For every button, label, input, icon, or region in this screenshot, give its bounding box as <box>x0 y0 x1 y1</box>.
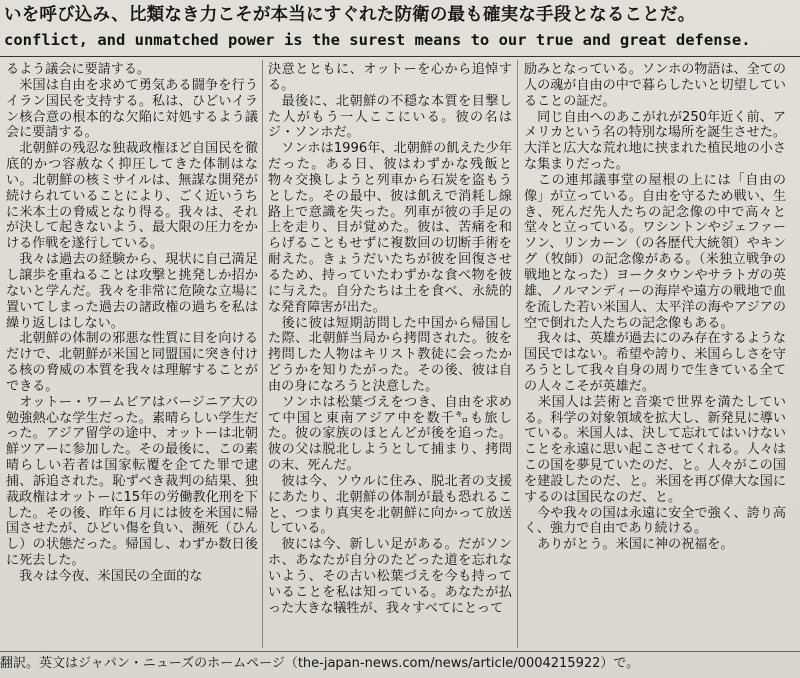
paragraph: 彼は今、ソウルに住み、脱北者の支援にあたり、北朝鮮の体制が最も恐れること、つまり真実を北朝鮮に向かって放送している。 <box>268 473 512 537</box>
column-divider <box>262 60 263 648</box>
article-column-1 <box>6 62 258 647</box>
paragraph: るよう議会に要請する。 <box>6 62 151 77</box>
paragraph: ソンホは1996年、北朝鮮の飢えた少年だった。ある日、彼はわずかな残飯と物々交換しようと列車から石炭を盗もうとした。その最中、彼は飢えで消耗し線路上で意識を失った。列車が彼の手足の上を走り、目が覚めた。彼は、苦痛を和らげることもせずに複数回の切断手術を耐えた。きょうだいたちが彼を回復させるため、持っていたわずかな食べ物を彼に与えた。自分たちは土を食べ、永続的な発育障害が出た。 <box>268 141 512 315</box>
paragraph: 最後に、北朝鮮の不穏な本質を目撃した人がもう一人ここにいる。彼の名はジ・ソンホだ。 <box>268 93 512 141</box>
paragraph: 励みとなっている。ソンホの物語は、全ての人の魂が自由の中で暮らしたいと切望していることの証だ。 <box>524 62 786 109</box>
article-column-2 <box>268 62 512 647</box>
column-divider <box>517 60 518 648</box>
paragraph: この連邦議事堂の屋根の上には「自由の像」が立っている。自由を守るため戦い、生き、死んだ先人たちの記念像の中で高々と堂々と立っている。ワシントンやジェファーソン、リンカーン（の各歴代大統領）やキング（牧師）の記念像がある。（米独立戦争の戦地となった）ヨークタウンやサラトガの英雄、ノルマンディーの海岸や遠方の戦地で血を流した若い米国人、太平洋の海やアジアの空で倒れた人たちの記念像もある。 <box>524 172 786 331</box>
bottom-rule <box>0 651 800 652</box>
paragraph: 我々は、英雄が過去にのみ存在するような国民ではない。希望や誇り、米国らしさを守ろうとして我々自身の周りで生きている全ての人々こそが英雄だ。 <box>524 331 786 394</box>
paragraph: 決意とともに、オットーを心から追悼する。 <box>268 62 512 93</box>
paragraph: 今や我々の国は永遠に安全で強く、誇り高く、強力で自由であり続ける。 <box>524 505 786 537</box>
paragraph: 北朝鮮の体制の邪悪な性質に目を向けるだけで、北朝鮮が米国と同盟国に突き付ける核の脅威の本質を我々は理解することができる。 <box>6 331 258 394</box>
paragraph: 彼には今、新しい足がある。だがソンホ、あなたが自分のたどった道を忘れないよう、その古い松葉づえを今も持っていることを私は知っている。あなたが払った大きな犠牲が、我々すべてにとって <box>268 537 512 616</box>
paragraph: 我々は今夜、米国民の全面的な <box>6 569 203 584</box>
paragraph: ありがとう。米国に神の祝福を。 <box>524 537 734 553</box>
article-column-3 <box>524 62 786 647</box>
paragraph: オットー・ワームビアはバージニア大の勉強熱心な学生だった。素晴らしい学生だった。アジア留学の途中、オットーは北朝鮮ツアーに参加した。その最後に、この素晴らしい若者は国家転覆を企てた罪で逮捕、訴追された。恥ずべき裁判の結果、独裁政権はオットーに15年の労働教化刑を下した。その後、昨年６月には彼を米国に帰国させたが、ひどい傷を負い、瀕死（ひんし）の状態だった。帰国し、わずか数日後に死去した。 <box>6 394 258 569</box>
header-english: conflict, and unmatched power is the surest means to our true and great defense. <box>4 31 751 49</box>
paragraph: 我々は過去の経験から、現状に自己満足し譲歩を重ねることは攻撃と挑発しか招かないと学んだ。我々を非常に危険な立場に置いてしまった過去の諸政権の過ちを私は繰り返しはしない。 <box>6 252 258 331</box>
paragraph: 米国は自由を求めて勇気ある闘争を行うイラン国民を支持する。私は、ひどいイラン核合意の根本的な欠陥に対処するよう議会に要請する。 <box>6 77 258 141</box>
header-japanese: いを呼び込み、比類なき力こそが本当にすぐれた防衛の最も確実な手段となることだ。 <box>4 5 696 25</box>
paragraph: 米国人は芸術と音楽で世界を満たしている。科学の対象領域を拡大し、新発見に導いている。米国人は、決して忘れてはいけないことを永遠に思い起こさせてくれる。人々はこの国を夢見ていたのだ、と。人々がこの国を建設したのだ、と。米国を再び偉大な国にするのは国民なのだ、と。 <box>524 394 786 505</box>
paragraph: ソンホは松葉づえをつき、自由を求めて中国と東南アジア中を数千㌔も旅した。彼の家族のほとんどが後を追った。彼の父は脱北しようとして捕まり、拷問の末、死んだ。 <box>268 394 512 474</box>
top-rule <box>0 56 800 57</box>
paragraph: 同じ自由へのあこがれが250年近く前、アメリカという名の特別な場所を誕生させた。大洋と広大な荒れ地に挟まれた植民地の小さな集まりだった。 <box>524 109 786 173</box>
paragraph: 北朝鮮の残忍な独裁政権ほど自国民を徹底的かつ容赦なく抑圧してきた体制はない。北朝鮮の核ミサイルは、無謀な開発が続けられていることにより、ごく近いうちに米本土の脅威となり得る。我々は、それが決して起きないよう、最大限の圧力をかける作戦を遂行している。 <box>6 141 258 252</box>
paragraph: 後に彼は短期訪問した中国から帰国した際、北朝鮮当局から拷問された。彼を拷問した人物はキリスト教徒に会ったかどうかを知りたがった。その後、彼は自由の身になろうと決意した。 <box>268 315 512 394</box>
translation-note: 翻訳。英文はジャパン・ニューズのホームページ（the-japan-news.com/news/article/0004215922）で。 <box>0 656 640 671</box>
